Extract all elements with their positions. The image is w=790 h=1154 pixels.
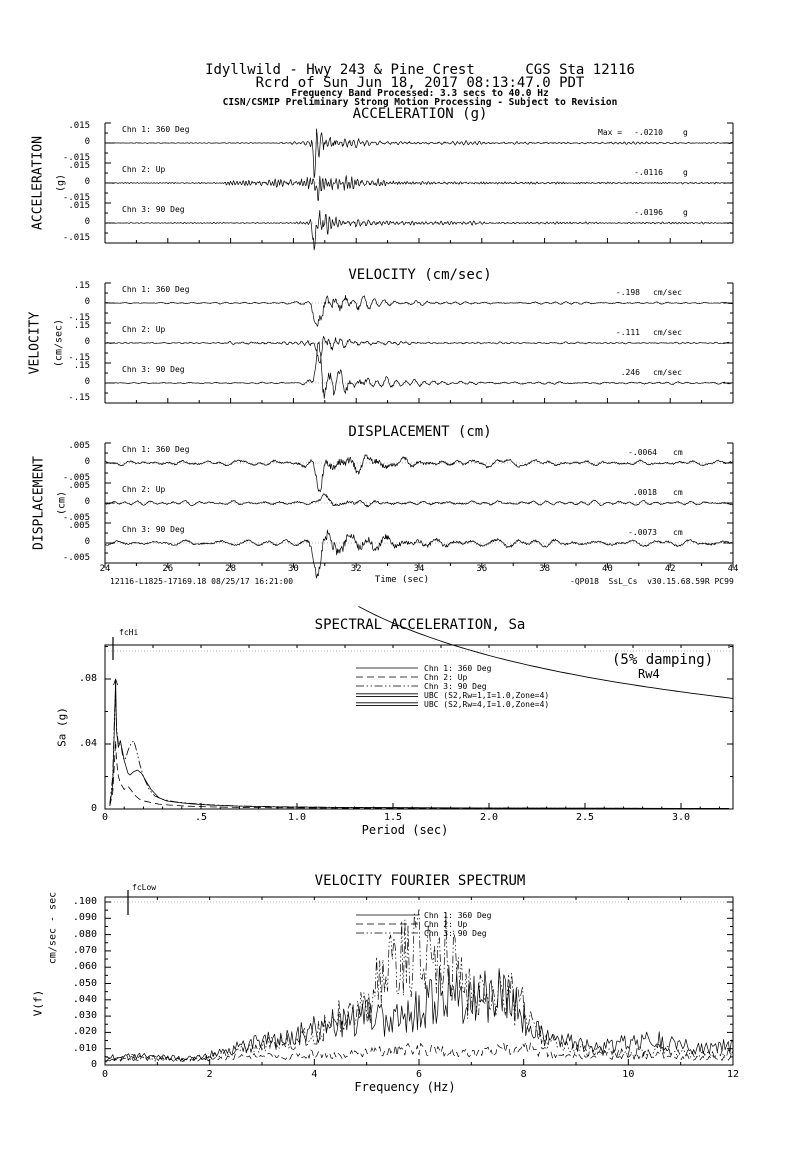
acceleration-plot bbox=[105, 123, 733, 250]
axis-tick-label: 0 bbox=[84, 377, 90, 387]
axis-tick-label: -.15 bbox=[68, 353, 90, 363]
axis-tick-label: .060 bbox=[72, 961, 97, 973]
max-prefix: Max = bbox=[598, 128, 623, 137]
axis-tick-label: .15 bbox=[73, 321, 90, 331]
axis-tick-label: .08 bbox=[78, 673, 97, 684]
axis-tick-label: 2 bbox=[206, 1069, 213, 1080]
time-axis-label: Time (sec) bbox=[374, 575, 430, 585]
axis-tick-label: 4 bbox=[311, 1069, 318, 1080]
max-units: g bbox=[683, 168, 688, 177]
channel-label: Chn 3: 90 Deg bbox=[122, 365, 185, 374]
axis-tick-label: 0 bbox=[84, 297, 90, 307]
axis-tick-label: .15 bbox=[73, 281, 90, 291]
axis-tick-label: 0 bbox=[101, 812, 109, 823]
max-value: -.198 bbox=[615, 288, 640, 297]
max-units: g bbox=[683, 208, 688, 217]
axis-tick-label: .005 bbox=[68, 441, 90, 451]
axis-tick-label: .015 bbox=[68, 201, 90, 211]
channel-label: Chn 3: 90 Deg bbox=[122, 205, 185, 214]
sa-legend-item: Chn 1: 360 Deg bbox=[424, 664, 492, 673]
channel-label: Chn 1: 360 Deg bbox=[122, 125, 190, 134]
axis-tick-label: .050 bbox=[72, 977, 97, 989]
axis-tick-label: -.15 bbox=[68, 313, 90, 323]
channel-label: Chn 2: Up bbox=[122, 485, 166, 494]
axis-tick-label: .5 bbox=[194, 812, 208, 823]
time-tick-label: 38 bbox=[539, 564, 551, 574]
frequency-band-note: Frequency Band Processed: 3.3 secs to 40.0 Hz bbox=[291, 88, 549, 99]
axis-tick-label: -.015 bbox=[62, 233, 90, 243]
max-units: cm/sec bbox=[653, 328, 682, 337]
axis-tick-label: -.015 bbox=[62, 193, 90, 203]
station-title: Idyllwild - Hwy 243 & Pine Crest CGS Sta 12116 bbox=[205, 62, 635, 78]
axis-tick-label: 10 bbox=[622, 1069, 635, 1080]
axis-tick-label: 0 bbox=[84, 537, 90, 547]
axis-tick-label: .080 bbox=[72, 928, 97, 940]
max-value: -.111 bbox=[615, 328, 640, 337]
max-units: cm bbox=[673, 528, 683, 537]
velocity-title: VELOCITY (cm/sec) bbox=[348, 267, 492, 283]
fourier-ylabel: V(f) bbox=[31, 989, 45, 1017]
max-units: cm/sec bbox=[653, 288, 682, 297]
max-value: -.0210 bbox=[634, 128, 663, 137]
axis-tick-label: -.15 bbox=[68, 393, 90, 403]
axis-tick-label: 6 bbox=[415, 1069, 423, 1080]
fourier-title: VELOCITY FOURIER SPECTRUM bbox=[314, 873, 526, 889]
axis-tick-label: .15 bbox=[73, 361, 90, 371]
time-tick-label: 32 bbox=[350, 564, 362, 574]
processing-version-footer: -QP018 SsL_Cs v30.15.68.59R PC99 bbox=[570, 577, 734, 586]
fourier-legend-item: Chn 3: 90 Deg bbox=[424, 929, 487, 938]
axis-tick-label: 0 bbox=[84, 457, 90, 467]
velocity-axis-label: VELOCITY bbox=[27, 311, 43, 375]
sa-legend-item: UBC (S2,Rw=4,I=1.0,Zone=4) bbox=[424, 700, 550, 709]
axis-tick-label: 0 bbox=[84, 177, 90, 187]
sa-title: SPECTRAL ACCELERATION, Sa bbox=[314, 617, 526, 633]
displacement-axis-label: DISPLACEMENT bbox=[31, 456, 47, 550]
axis-tick-label: 8 bbox=[520, 1069, 527, 1080]
fourier-spectrum-plot bbox=[105, 890, 733, 1065]
max-value: .0018 bbox=[632, 488, 657, 497]
axis-tick-label: .100 bbox=[72, 896, 97, 907]
max-units: cm/sec bbox=[653, 368, 682, 377]
fclow-label: fcLow bbox=[132, 883, 157, 892]
acceleration-axis-units: (g) bbox=[55, 173, 67, 193]
sa-xlabel: Period (sec) bbox=[361, 823, 449, 837]
fchi-label: fcHi bbox=[119, 628, 139, 637]
rw4-label: Rw4 bbox=[638, 667, 660, 681]
axis-tick-label: -.005 bbox=[62, 473, 90, 483]
time-tick-label: 44 bbox=[727, 564, 739, 574]
axis-tick-label: 0 bbox=[84, 497, 90, 507]
axis-tick-label: 0 bbox=[84, 337, 90, 347]
time-tick-label: 36 bbox=[476, 564, 488, 574]
max-units: g bbox=[683, 128, 688, 137]
time-tick-label: 28 bbox=[225, 564, 237, 574]
axis-tick-label: 2.5 bbox=[575, 812, 595, 823]
axis-tick-label: .040 bbox=[72, 993, 97, 1005]
displacement-axis-units: (cm) bbox=[56, 490, 68, 516]
axis-tick-label: .030 bbox=[72, 1010, 97, 1022]
channel-label: Chn 2: Up bbox=[122, 165, 166, 174]
velocity-axis-units: (cm/sec) bbox=[53, 318, 65, 368]
time-tick-label: 40 bbox=[601, 564, 613, 574]
fourier-legend-item: Chn 2: Up bbox=[424, 920, 468, 929]
axis-tick-label: .020 bbox=[72, 1026, 97, 1038]
axis-tick-label: .090 bbox=[72, 912, 97, 924]
axis-tick-label: -.005 bbox=[62, 553, 90, 563]
time-tick-label: 30 bbox=[287, 564, 299, 574]
fourier-xlabel: Frequency (Hz) bbox=[354, 1080, 456, 1094]
axis-tick-label: 2.0 bbox=[479, 812, 499, 823]
sa-legend-item: Chn 2: Up bbox=[424, 673, 468, 682]
axis-tick-label: 0 bbox=[90, 1059, 97, 1070]
axis-tick-label: .070 bbox=[72, 944, 97, 956]
damping-label: (5% damping) bbox=[612, 652, 714, 668]
record-id-footer: 12116-L1825-17169.18 08/25/17 16:21:00 bbox=[110, 577, 294, 586]
axis-tick-label: 0 bbox=[84, 217, 90, 227]
fourier-legend-item: Chn 1: 360 Deg bbox=[424, 911, 492, 920]
axis-tick-label: 12 bbox=[726, 1069, 740, 1080]
axis-tick-label: 1.0 bbox=[287, 812, 307, 823]
time-tick-label: 26 bbox=[162, 564, 174, 574]
axis-tick-label: .005 bbox=[68, 521, 90, 531]
sa-legend-item: UBC (S2,Rw=1,I=1.0,Zone=4) bbox=[424, 691, 550, 700]
record-date: Rcrd of Sun Jun 18, 2017 08:13:47.0 PDT bbox=[255, 75, 585, 91]
time-tick-label: 34 bbox=[413, 564, 425, 574]
channel-label: Chn 1: 360 Deg bbox=[122, 285, 190, 294]
acceleration-title: ACCELERATION (g) bbox=[352, 106, 488, 122]
channel-label: Chn 2: Up bbox=[122, 325, 166, 334]
max-value: -.0064 bbox=[628, 448, 657, 457]
sa-ylabel: Sa (g) bbox=[55, 707, 69, 747]
acceleration-axis-label: ACCELERATION bbox=[30, 136, 46, 230]
axis-tick-label: -.015 bbox=[62, 153, 90, 163]
max-value: -.0196 bbox=[634, 208, 663, 217]
fourier-ylabel-units: cm/sec - sec bbox=[47, 891, 59, 965]
axis-tick-label: 3.0 bbox=[671, 812, 691, 823]
axis-tick-label: 1.5 bbox=[383, 812, 403, 823]
velocity-plot bbox=[105, 283, 733, 403]
axis-tick-label: 0 bbox=[84, 137, 90, 147]
axis-tick-label: .005 bbox=[68, 481, 90, 491]
axis-tick-label: .015 bbox=[68, 161, 90, 171]
max-value: -.0116 bbox=[634, 168, 663, 177]
displacement-plot bbox=[105, 443, 733, 578]
max-value: .246 bbox=[620, 368, 640, 377]
channel-label: Chn 1: 360 Deg bbox=[122, 445, 190, 454]
sa-legend-item: Chn 3: 90 Deg bbox=[424, 682, 487, 691]
axis-tick-label: -.005 bbox=[62, 513, 90, 523]
axis-tick-label: 0 bbox=[90, 803, 97, 814]
max-value: -.0073 bbox=[628, 528, 657, 537]
time-tick-label: 24 bbox=[99, 564, 111, 574]
axis-tick-label: .015 bbox=[68, 121, 90, 131]
channel-label: Chn 3: 90 Deg bbox=[122, 525, 185, 534]
max-units: cm bbox=[673, 488, 683, 497]
displacement-title: DISPLACEMENT (cm) bbox=[348, 424, 492, 440]
processing-note: CISN/CSMIP Preliminary Strong Motion Processing - Subject to Revision bbox=[222, 97, 618, 108]
max-units: cm bbox=[673, 448, 683, 457]
spectral-acceleration-plot bbox=[105, 606, 733, 809]
axis-tick-label: 0 bbox=[101, 1069, 109, 1080]
time-tick-label: 42 bbox=[664, 564, 676, 574]
axis-tick-label: .010 bbox=[72, 1042, 97, 1054]
axis-tick-label: .04 bbox=[78, 738, 97, 749]
